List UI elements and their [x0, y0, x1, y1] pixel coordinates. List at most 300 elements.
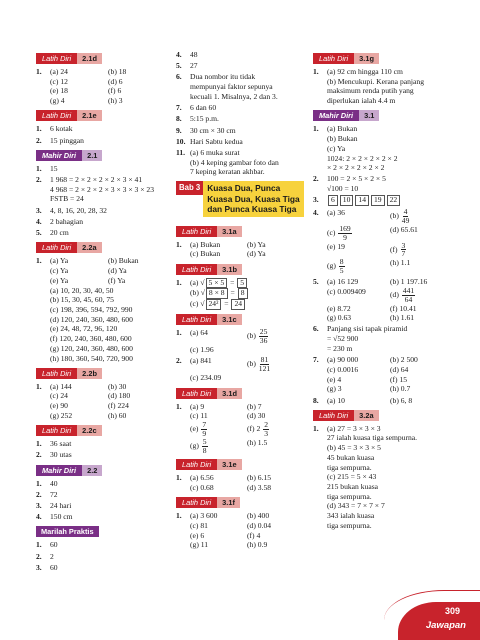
- section-tag: Latih Diri: [176, 497, 217, 508]
- question-number: 1.: [313, 423, 319, 433]
- answer-item: (b) 1 197.16: [390, 276, 428, 286]
- answer-line: (f) 120, 240, 360, 480, 600: [50, 334, 132, 344]
- answer-item: (h) 1.61: [390, 313, 415, 323]
- denominator: 5: [339, 266, 344, 276]
- section-number: 3.1g: [354, 53, 379, 64]
- answer-item: (f) 10.41: [390, 303, 417, 313]
- answer-line: (a) 10, 20, 30, 40, 50: [50, 285, 114, 295]
- denominator: 9: [202, 428, 207, 438]
- question-number: 5.: [36, 228, 42, 238]
- answer-item: (d) 64: [390, 364, 409, 374]
- answer-line: 27 ialah kuasa tiga sempurna.: [327, 433, 418, 443]
- section-number: 2.2c: [77, 425, 101, 436]
- question: [36, 164, 166, 174]
- answer-item: (e) 4: [327, 374, 342, 384]
- question-number: 2.: [176, 356, 182, 366]
- chapter-banner: [176, 181, 304, 217]
- answer-line: (b) 45 = 3 × 3 × 5: [327, 443, 381, 453]
- answer-item: (e) 19: [327, 241, 345, 251]
- answer-item: (g) 252: [50, 410, 73, 420]
- answer-item: (c) Ya: [50, 266, 69, 276]
- answer-item: (c) 1.96: [190, 345, 214, 355]
- question: [36, 563, 166, 573]
- fraction: [201, 421, 207, 438]
- answer-item: (g) 3: [327, 384, 342, 394]
- question-number: 6.: [176, 72, 182, 82]
- section-tag: Mahir Diri: [36, 465, 82, 476]
- section-tag: Latih Diri: [176, 314, 217, 325]
- chapter-label: Bab 3: [176, 181, 203, 195]
- boxed-sequence: [327, 195, 453, 206]
- section-tag: Latih Diri: [313, 53, 354, 64]
- section-number: 3.1c: [217, 314, 241, 325]
- question-number: 4.: [36, 512, 42, 522]
- answer-item: (a) Ya: [50, 256, 69, 266]
- numerator: 441: [402, 285, 415, 295]
- question-number: 1.: [313, 67, 319, 76]
- answer-item: (g) 4: [50, 96, 65, 106]
- question-number: 8.: [176, 114, 182, 124]
- question: [36, 124, 166, 134]
- question: [36, 228, 166, 238]
- answer-line: (e) 24, 48, 72, 96, 120: [50, 324, 118, 334]
- question-number: 1.: [176, 328, 182, 338]
- question: [313, 424, 453, 531]
- answer-line: (d) 120, 240, 360, 480, 600: [50, 314, 133, 324]
- question: [176, 278, 304, 310]
- question-number: 4.: [313, 207, 319, 217]
- answer-item: (e) 90: [50, 401, 68, 411]
- answer-item: (h) 0.9: [247, 540, 268, 550]
- section-tag: Latih Diri: [36, 110, 77, 121]
- answer-item: (a) 24: [50, 67, 68, 76]
- answer-item: (b) 6, 8: [390, 395, 413, 405]
- answer-line: (b) Bukan: [327, 134, 358, 144]
- answer-item: (a) 841: [190, 356, 212, 366]
- answer-line: 1024: 2 × 2 × 2 × 2 × 2: [327, 153, 398, 163]
- section-number: 2.2b: [77, 368, 102, 379]
- section-number: 3.1f: [217, 497, 240, 508]
- answer-item: (h) 60: [108, 410, 127, 420]
- question: [36, 256, 166, 363]
- answer-item: (d) Ya: [108, 266, 127, 276]
- question: [36, 136, 166, 146]
- section-number: 2.1e: [77, 110, 101, 121]
- question-number: 10.: [176, 136, 186, 146]
- section-number: 3.1d: [217, 388, 242, 399]
- section-header: [36, 465, 102, 476]
- section-header: [36, 242, 102, 253]
- answer-line: (c) 198, 396, 594, 792, 990: [50, 304, 133, 314]
- question-number: 5.: [313, 276, 319, 286]
- question: [36, 206, 166, 216]
- answer-item: (a) 16 129: [327, 276, 359, 286]
- answer-grid: [327, 355, 453, 394]
- answer-grid: [190, 511, 304, 550]
- question: [36, 382, 166, 421]
- answer-text: 48: [190, 50, 198, 59]
- answer-item: (c) 0.68: [190, 483, 214, 493]
- boxed-number: 6: [328, 195, 338, 206]
- numerator: 25: [259, 327, 268, 337]
- answer-line: Dua nombor itu tidak: [190, 72, 256, 82]
- question: [313, 174, 453, 193]
- denominator: 121: [258, 364, 271, 374]
- section-header: [36, 110, 102, 121]
- fraction: [202, 438, 208, 455]
- numerator: 5: [202, 436, 207, 446]
- chapter-title: Kuasa Dua, Punca Kuasa Dua, Kuasa Tiga dan Punca Kuasa Tiga: [203, 181, 304, 217]
- numerator: 7: [202, 419, 207, 429]
- answer-item: (f) $\frac{3}{7}$: [390, 240, 406, 259]
- denominator: 64: [404, 294, 413, 304]
- section-header: [176, 497, 240, 508]
- answer-item: (b) $\frac{25}{36}$: [247, 327, 268, 346]
- answer-line: (b) 15, 30, 45, 60, 75: [50, 295, 114, 305]
- question-number: 11.: [176, 147, 186, 157]
- answer-item: (c) 81: [190, 521, 208, 530]
- answer-line: 100 = 2 × 5 × 2 × 5: [327, 174, 386, 184]
- answer-line: 1 968 = 2 × 2 × 2 × 2 × 3 × 41: [50, 175, 143, 185]
- question-number: 2.: [36, 551, 42, 561]
- answer-text: 36 saat: [50, 439, 72, 449]
- answer-line: diperlukan ialah 4.4 m: [327, 96, 396, 106]
- question: [313, 355, 453, 394]
- section-header: [176, 314, 242, 325]
- answer-grid: [190, 473, 304, 492]
- denominator: 49: [401, 215, 410, 225]
- answer-line: (c) Ya: [327, 143, 346, 153]
- answer-line: (b) Mencukupi. Kerana panjang: [327, 76, 424, 86]
- boxed-number: 10: [340, 195, 354, 206]
- answer-grid: [50, 256, 166, 285]
- answer-line: (a) 92 cm hingga 110 cm: [327, 67, 403, 76]
- answer-text: 6 dan 60: [190, 103, 217, 113]
- answer-item: (c) 12: [50, 76, 68, 86]
- answer-text: 30 cm × 30 cm: [190, 125, 236, 135]
- answer-line: (c) 215 = 5 × 43: [327, 472, 377, 482]
- question: [313, 396, 453, 406]
- answer-text: 40: [50, 478, 58, 488]
- answer-item: (b) 30: [108, 381, 127, 391]
- footer-label: Jawapan: [425, 619, 466, 631]
- answer-line: (c) √ 24² = 24: [190, 299, 304, 310]
- section-tag: Mahir Diri: [313, 110, 359, 121]
- section-number: 3.1: [359, 110, 379, 121]
- answer-item: (a) 6.56: [190, 473, 214, 483]
- answer-item: (g) 0.63: [327, 313, 352, 323]
- question: [313, 277, 453, 323]
- question: [313, 195, 453, 206]
- section-tag: Latih Diri: [36, 242, 77, 253]
- boxed-expression: 24²: [206, 299, 222, 310]
- answer-item: (a) 10: [327, 395, 345, 405]
- answer-item: (f) 224: [108, 401, 129, 411]
- section-number: 3.1e: [217, 459, 241, 470]
- answer-text: 6 kotak: [50, 124, 73, 134]
- section-number: 2.2a: [77, 242, 101, 253]
- section-header: [313, 410, 379, 421]
- section-number: 2.1: [82, 150, 102, 161]
- section-number: 2.1d: [77, 53, 102, 64]
- answer-text: 5:15 p.m.: [190, 114, 219, 124]
- answer-item: (c) 0.009409: [327, 286, 366, 296]
- boxed-number: 22: [387, 195, 401, 206]
- question-number: 2.: [313, 174, 319, 184]
- section-number: 2.2: [82, 465, 102, 476]
- question: [176, 126, 304, 136]
- answer-item: (d) 6: [108, 76, 123, 86]
- boxed-number: 19: [371, 195, 385, 206]
- answer-text: 15 pinggan: [50, 135, 84, 145]
- denominator: 9: [343, 232, 347, 242]
- question: [36, 540, 166, 550]
- answer-grid: [50, 67, 166, 106]
- section-header: [176, 264, 242, 275]
- denominator: 36: [259, 336, 268, 346]
- answer-line: kecuali 1. Misalnya, 2 dan 3.: [190, 91, 278, 101]
- denominator: 7: [401, 249, 406, 259]
- answer-line: × 2 × 2 × 2 × 2 × 2: [327, 163, 385, 173]
- question-number: 1.: [176, 511, 182, 521]
- question-number: 3.: [36, 501, 42, 510]
- answer-text: 72: [50, 489, 58, 499]
- answer-grid: [327, 208, 453, 276]
- question-number: 4.: [176, 50, 182, 59]
- section-tag: Marilah Praktis: [36, 526, 99, 537]
- numerator: 4: [403, 206, 408, 216]
- question-number: 1.: [36, 381, 42, 391]
- answer-text: 2: [50, 551, 54, 561]
- answer-text: 24 hari: [50, 501, 72, 510]
- section-header: [313, 53, 379, 64]
- fraction: [259, 328, 269, 345]
- answer-grid: [190, 240, 304, 259]
- question-number: 7.: [313, 355, 319, 365]
- answer-item: (b) 400: [247, 511, 270, 521]
- answer-item: (c) Bukan: [190, 249, 221, 259]
- answer-text: 27: [190, 61, 198, 71]
- answer-item: (d) 0.04: [247, 521, 272, 530]
- question-number: 1.: [36, 540, 42, 550]
- answer-item: (c) 0.0016: [327, 364, 359, 374]
- answer-item: (a) 144: [50, 381, 72, 391]
- question: [36, 175, 166, 204]
- answer-item: (b) 7: [247, 401, 262, 411]
- answer-item: (h) 0.7: [390, 384, 411, 394]
- question: [176, 114, 304, 124]
- question: [176, 356, 304, 383]
- section-header: [36, 425, 102, 436]
- answer-item: (c) $\frac{169}{9}$: [327, 223, 351, 242]
- answer-item: (b) 18: [108, 67, 127, 76]
- fraction: [402, 287, 415, 304]
- answer-text: 60: [50, 562, 58, 572]
- section-tag: Latih Diri: [176, 388, 217, 399]
- question: [176, 240, 304, 259]
- fraction: [338, 225, 351, 242]
- column-1: [36, 50, 166, 574]
- boxed-number: 14: [355, 195, 369, 206]
- answer-line: (b) √ 8 × 8 = 8: [190, 288, 304, 299]
- answer-item: (f) 15: [390, 374, 408, 384]
- answer-line: tiga sempurna.: [327, 491, 372, 501]
- answer-grid: [190, 356, 304, 383]
- answer-item: (h) 3: [108, 96, 123, 106]
- question: [36, 490, 166, 500]
- page-number: 309: [444, 606, 460, 617]
- section-tag: Latih Diri: [36, 53, 77, 64]
- answer-item: (e) Ya: [50, 275, 69, 285]
- question: [36, 67, 166, 106]
- question-number: 1.: [313, 124, 319, 134]
- answer-text: 2 bahagian: [50, 216, 84, 226]
- answer-item: (c) 24: [50, 391, 68, 401]
- answer-item: (e) $\frac{7}{9}$: [190, 419, 207, 438]
- answer-line: tiga sempurna.: [327, 520, 372, 530]
- answer-line: 4 968 = 2 × 2 × 2 × 3 × 3 × 3 × 23: [50, 184, 155, 194]
- question-number: 1.: [36, 256, 42, 266]
- question: [176, 50, 304, 60]
- question-number: 1.: [36, 163, 42, 173]
- answer-item: (d) 180: [108, 391, 131, 401]
- section-header: [176, 388, 242, 399]
- answer-line: (g) 120, 240, 360, 480, 600: [50, 343, 133, 353]
- answer-text: 30 utas: [50, 450, 72, 460]
- numerator: 8: [339, 257, 344, 267]
- answer-item: (g) $\frac{5}{8}$: [190, 436, 207, 455]
- answer-text: 20 cm: [50, 228, 69, 238]
- answer-item: (b) Ya: [247, 239, 266, 249]
- answer-item: (d) 3.58: [247, 483, 272, 493]
- question: [176, 511, 304, 550]
- question: [313, 124, 453, 173]
- question-number: 1.: [36, 478, 42, 488]
- answer-item: (d) Ya: [247, 249, 266, 259]
- section-header: [36, 368, 102, 379]
- question-number: 2.: [36, 450, 42, 460]
- question: [176, 328, 304, 355]
- question: [36, 439, 166, 449]
- answer-item: (c) 11: [190, 411, 208, 421]
- answer-line: (a) 6 muka surat: [190, 147, 240, 157]
- question-number: 2.: [36, 135, 42, 145]
- question: [176, 72, 304, 101]
- section-number: 3.1b: [217, 264, 242, 275]
- answer-item: (g) 11: [190, 540, 209, 550]
- question: [176, 148, 304, 177]
- answer-item: (d) $\frac{441}{64}$: [390, 285, 415, 304]
- answer-item: (a) 64: [190, 328, 208, 338]
- question-number: 1.: [36, 439, 42, 449]
- question: [313, 67, 453, 106]
- denominator: 8: [202, 445, 207, 455]
- boxed-expression: 8 × 8: [206, 288, 228, 299]
- answer-grid: [50, 382, 166, 421]
- answer-line: mempunyai faktor sepunya: [190, 82, 273, 92]
- question: [176, 473, 304, 492]
- answer-line: Panjang sisi tapak piramid: [327, 324, 408, 334]
- question-number: 1.: [176, 239, 182, 249]
- answer-item: (e) 18: [50, 86, 68, 96]
- answer-grid: [190, 402, 304, 455]
- boxed-expression: 5 × 5: [206, 278, 228, 289]
- answer-item: (b) 6.15: [247, 473, 272, 483]
- section-tag: Latih Diri: [36, 368, 77, 379]
- question: [36, 501, 166, 511]
- numerator: 81: [260, 355, 269, 365]
- answer-item: (a) 36: [327, 207, 345, 217]
- answer-grid: [327, 396, 453, 406]
- section-tag: Latih Diri: [176, 459, 217, 470]
- answer-line: (d) 343 = 7 × 7 × 7: [327, 501, 385, 511]
- numerator: 3: [401, 240, 406, 250]
- answer-text: 60: [50, 540, 58, 550]
- question: [313, 208, 453, 276]
- answer-line: FSTB = 24: [50, 194, 84, 204]
- answer-line: (h) 180, 360, 540, 720, 900: [50, 353, 133, 363]
- answer-item: (h) 1.1: [390, 258, 411, 268]
- answer-line: maksimum renda putih yang: [327, 86, 414, 96]
- answer-item: (b) 2 500: [390, 355, 418, 365]
- answer-item: (e) 6: [190, 530, 205, 540]
- answer-line: (a) 27 = 3 × 3 × 3: [327, 423, 381, 433]
- answer-item: (b) $\frac{4}{49}$: [390, 206, 410, 225]
- boxed-answer: 5: [237, 278, 247, 289]
- question: [176, 402, 304, 455]
- answer-item: (d) 65.61: [390, 224, 418, 234]
- fraction: [402, 208, 410, 225]
- fraction: [263, 421, 269, 438]
- question-number: 1.: [176, 473, 182, 483]
- question-number: 8.: [313, 395, 319, 405]
- section-tag: Latih Diri: [176, 264, 217, 275]
- answer-item: (b) Bukan: [108, 256, 139, 266]
- question-number: 9.: [176, 125, 182, 135]
- answer-line: = 230 m: [327, 343, 353, 353]
- section-number: 3.2a: [354, 410, 378, 421]
- question: [36, 552, 166, 562]
- question-number: 1.: [36, 124, 42, 134]
- fraction: [259, 356, 270, 373]
- answer-line: = √52 900: [327, 334, 359, 344]
- answer-line: (a) √ 5 × 5 = 5: [190, 278, 304, 289]
- question-number: 4.: [36, 216, 42, 226]
- section-tag: Latih Diri: [176, 226, 217, 237]
- answer-line: 45 bukan kuasa: [327, 452, 375, 462]
- answer-item: (a) 3 600: [190, 511, 218, 521]
- answer-item: (a) 90 000: [327, 355, 359, 365]
- question: [176, 61, 304, 71]
- answer-grid: [327, 277, 453, 323]
- answer-item: (c) 234.09: [190, 373, 222, 383]
- answer-text: 4, 8, 16, 20, 28, 32: [50, 205, 107, 215]
- section-header: [176, 226, 242, 237]
- answer-line: (a) Bukan: [327, 124, 358, 134]
- boxed-answer: 8: [238, 288, 248, 299]
- column-2: [176, 50, 304, 552]
- question-number: 3.: [36, 562, 42, 572]
- answer-line: 215 bukan kuasa: [327, 482, 379, 492]
- answer-item: (f) 2 $\frac{2}{3}$: [247, 419, 268, 438]
- answer-item: (f) 4: [247, 530, 261, 540]
- answer-text: 150 cm: [50, 512, 73, 522]
- question: [313, 324, 453, 353]
- answer-item: (f) Ya: [108, 275, 126, 285]
- section-tag: Latih Diri: [313, 410, 354, 421]
- fraction: [339, 258, 345, 275]
- denominator: 3: [264, 428, 268, 438]
